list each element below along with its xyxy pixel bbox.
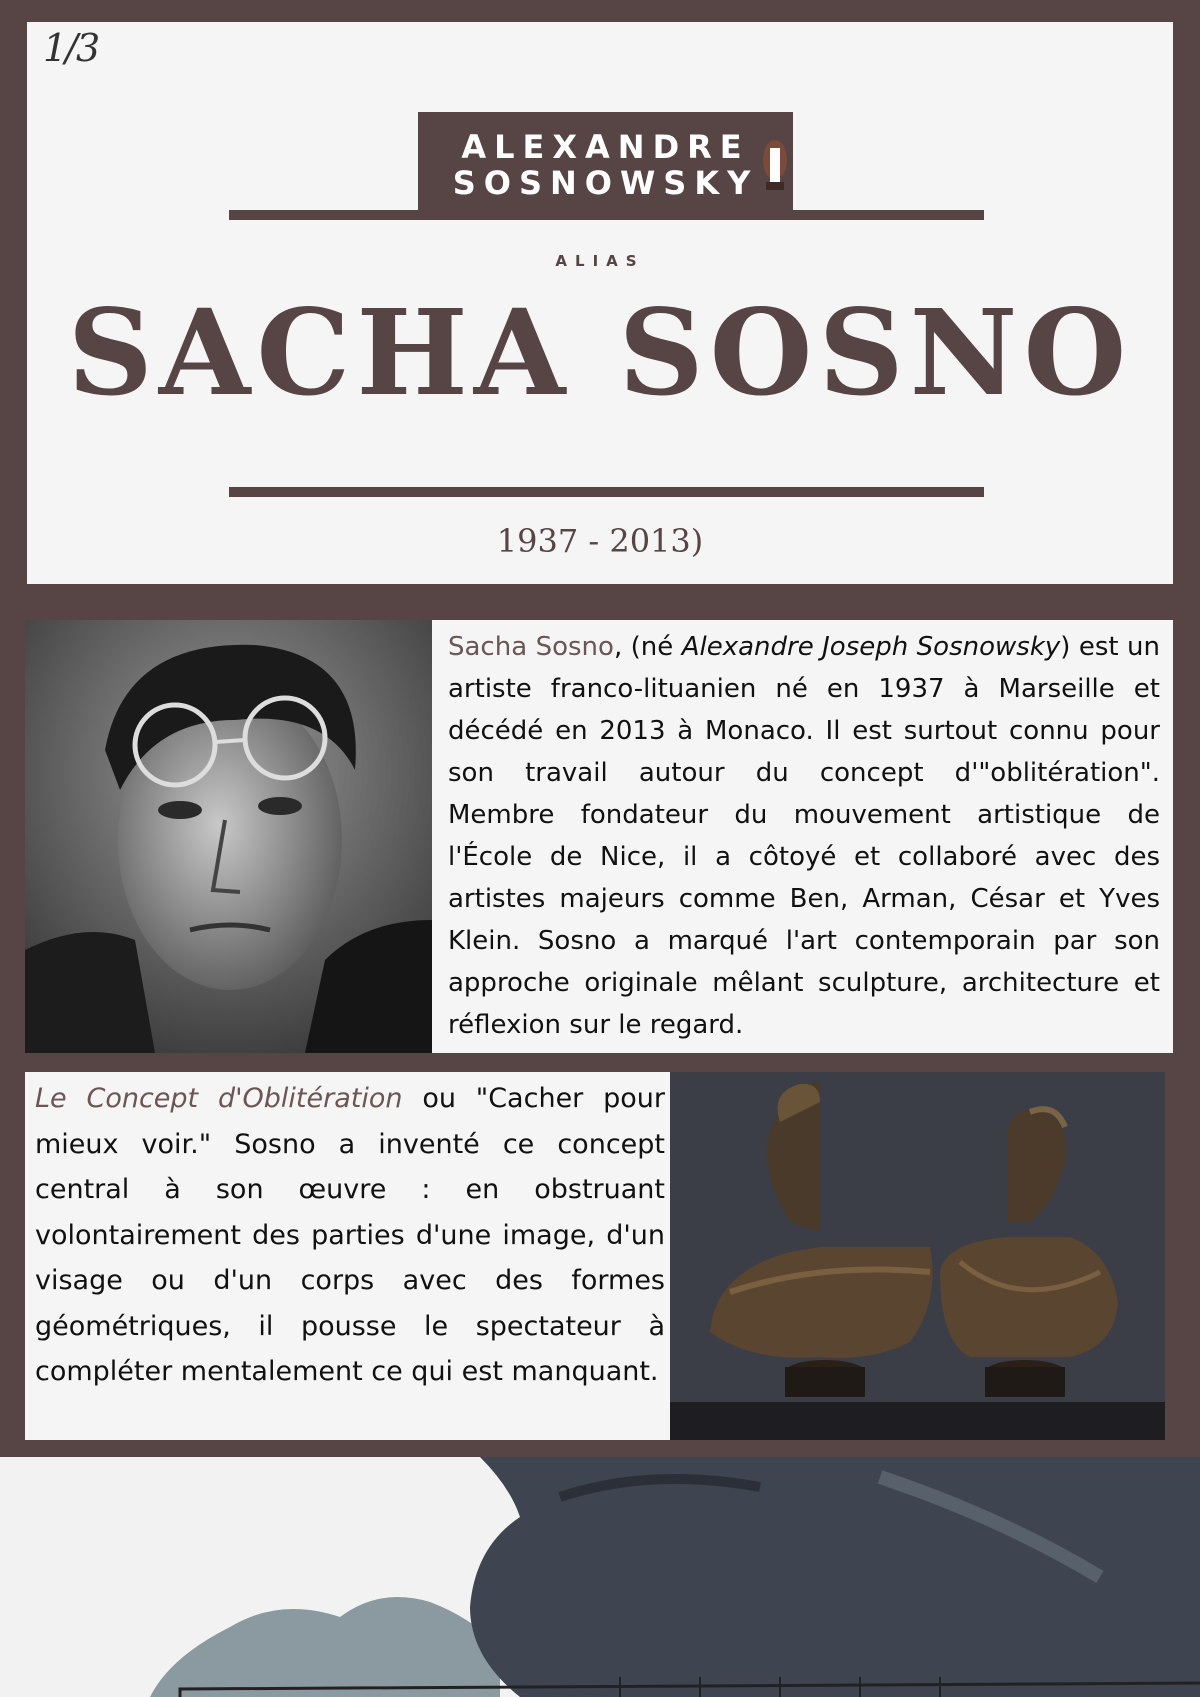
alias-label: ALIAS [555,252,645,270]
artist-name: Sacha Sosno [448,632,614,662]
concept-title: Le Concept d'Oblitération [35,1083,403,1114]
page-title: SACHA SOSNO [67,283,1133,422]
bronze-busts-photo [670,1072,1165,1440]
title-rule [229,487,984,497]
concept-text: Le Concept d'Oblitération ou "Cacher pour mieux voir." Sosno a inventé ce concept central à son œuvre : en obstruant volontairement des parties d'une image, d'un visage ou d'un corps avec des formes géométriques, il pousse le spectateur à compléter mentalement ce qui est manquant. [35,1083,665,1387]
biography-text: Sacha Sosno, (né Alexandre Joseph Sosnowsky) est un artiste franco-lituanien né en 1937 à Marseille et décédé en 2013 à Monaco. Il est surtout connu pour son travail autour du concept d'"oblitération". Membre fondateur du mouvement artistique de l'École de Nice, il a côtoyé et collaboré avec des artistes majeurs comme Ben, Arman, César et Yves Klein. Sosno a marqué l'art contemporain par son approche originale mêlant sculpture, architecture et réflexion sur le regard. [448,632,1161,1040]
page-number: 1/3 [43,26,99,70]
sculpture-head-icon [760,134,790,194]
artist-portrait-photo [25,620,432,1053]
biography-panel [432,620,1173,1053]
name-banner [418,112,793,212]
birth-name: Alexandre Joseph Sosnowsky [681,632,1061,662]
monumental-head-photo [0,1457,1200,1697]
name-line-1: ALEXANDRE [461,128,750,166]
name-line-2: SOSNOWSKY [452,164,759,202]
life-dates: 1937 - 2013) [496,522,704,560]
concept-panel [25,1072,670,1440]
header-panel [27,22,1173,584]
name-rule [229,210,984,220]
